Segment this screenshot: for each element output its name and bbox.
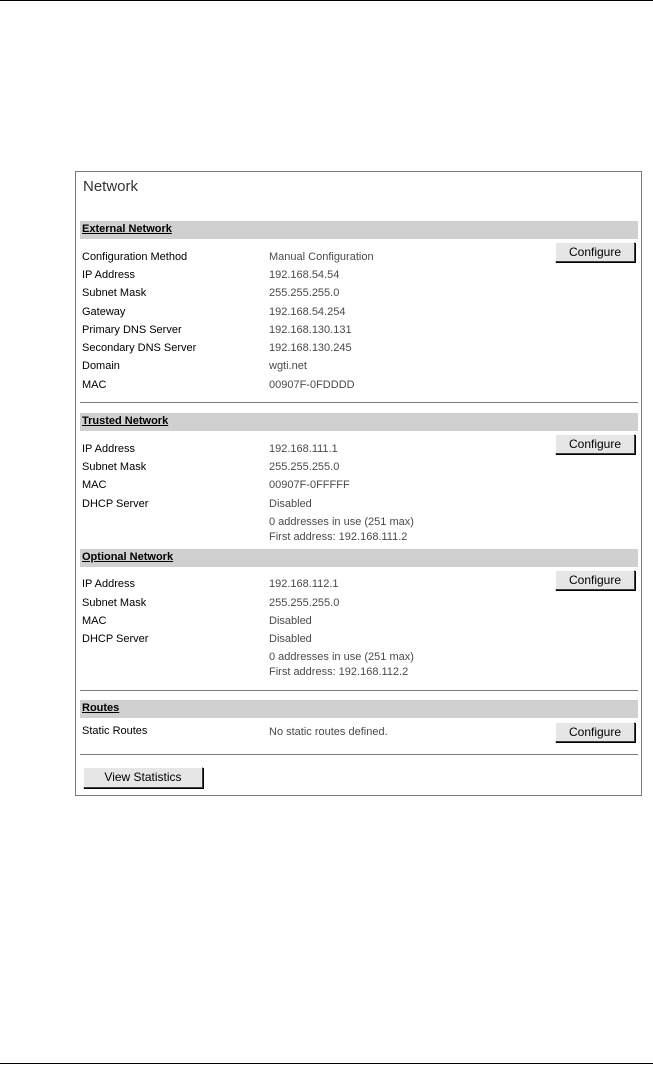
configure-routes-button[interactable]: Configure xyxy=(555,722,635,742)
network-panel xyxy=(75,171,642,796)
trusted-dhcp-first-address: First address: 192.168.111.2 xyxy=(269,531,408,543)
trusted-row-label: Subnet Mask xyxy=(82,461,147,473)
optional-row-label: IP Address xyxy=(82,578,135,590)
optional-row-value: 255.255.255.0 xyxy=(269,597,340,609)
optional-row-label: Subnet Mask xyxy=(82,597,147,609)
section-header-optional xyxy=(80,549,638,567)
configure-optional-button[interactable]: Configure xyxy=(555,570,635,590)
trusted-row-label: DHCP Server xyxy=(82,498,149,510)
panel-title: Network xyxy=(83,178,139,195)
configure-external-button[interactable]: Configure xyxy=(555,242,635,262)
section-divider xyxy=(80,754,638,755)
external-row-value: 192.168.130.131 xyxy=(269,324,352,336)
trusted-row-value: 00907F-0FFFFF xyxy=(269,479,350,491)
trusted-row-value: Disabled xyxy=(269,498,312,510)
trusted-row-label: IP Address xyxy=(82,443,135,455)
external-row-label: Configuration Method xyxy=(82,251,188,263)
section-header-routes xyxy=(80,700,638,718)
optional-row-value: Disabled xyxy=(269,633,312,645)
configure-trusted-button[interactable]: Configure xyxy=(555,434,635,454)
external-row-value: 00907F-0FDDDD xyxy=(269,379,355,391)
section-title-routes: Routes xyxy=(82,702,120,714)
external-row-value: 192.168.130.245 xyxy=(269,342,352,354)
external-row-label: Subnet Mask xyxy=(82,287,147,299)
external-row-label: MAC xyxy=(82,379,107,391)
external-row-label: Domain xyxy=(82,360,120,372)
optional-dhcp-in-use: 0 addresses in use (251 max) xyxy=(269,651,414,663)
static-routes-value: No static routes defined. xyxy=(269,726,388,738)
section-header-trusted xyxy=(80,413,638,431)
trusted-row-value: 192.168.111.1 xyxy=(269,443,338,455)
optional-row-value: Disabled xyxy=(269,615,312,627)
external-row-value: 255.255.255.0 xyxy=(269,287,340,299)
section-title-optional: Optional Network xyxy=(82,551,174,563)
external-row-value: 192.168.54.54 xyxy=(269,269,340,281)
optional-row-label: MAC xyxy=(82,615,107,627)
optional-dhcp-first-address: First address: 192.168.112.2 xyxy=(269,666,409,678)
trusted-row-value: 255.255.255.0 xyxy=(269,461,340,473)
external-row-label: Gateway xyxy=(82,306,126,318)
external-row-label: Secondary DNS Server xyxy=(82,342,197,354)
section-header-external xyxy=(80,221,638,239)
external-row-label: IP Address xyxy=(82,269,135,281)
external-row-value: 192.168.54.254 xyxy=(269,306,346,318)
section-divider xyxy=(80,402,638,403)
page-bottom-rule xyxy=(0,1063,653,1064)
static-routes-label: Static Routes xyxy=(82,725,148,737)
trusted-row-label: MAC xyxy=(82,479,107,491)
section-title-trusted: Trusted Network xyxy=(82,415,169,427)
external-row-value: wgti.net xyxy=(269,360,307,372)
page-top-rule xyxy=(0,0,653,1)
external-row-value: Manual Configuration xyxy=(269,251,374,263)
view-statistics-button[interactable]: View Statistics xyxy=(83,767,203,788)
optional-row-value: 192.168.112.1 xyxy=(269,578,339,590)
section-title-external: External Network xyxy=(82,223,172,235)
section-divider xyxy=(80,690,638,691)
trusted-dhcp-in-use: 0 addresses in use (251 max) xyxy=(269,516,414,528)
optional-row-label: DHCP Server xyxy=(82,633,149,645)
external-row-label: Primary DNS Server xyxy=(82,324,182,336)
